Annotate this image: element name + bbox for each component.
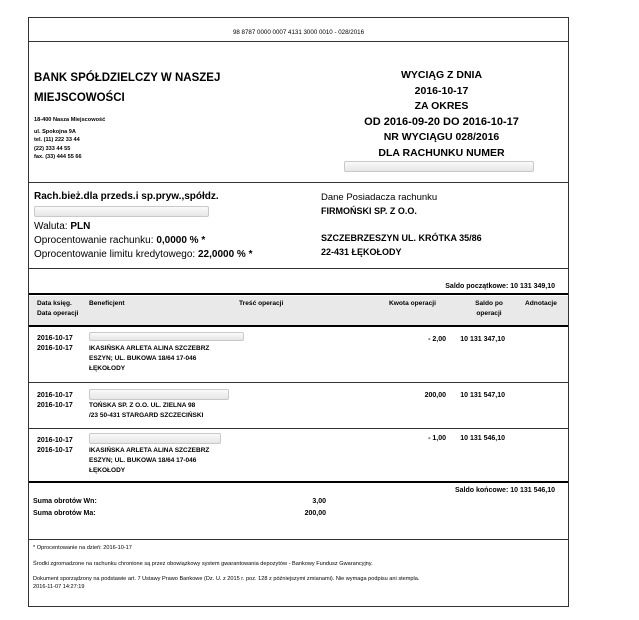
statement-period: OD 2016-09-20 DO 2016-10-17 <box>364 115 519 128</box>
bank-phone-1: tel. (11) 222 33 44 <box>34 137 80 144</box>
row-1-balance: 10 131 347,10 <box>460 336 505 343</box>
limit-value: 22,0000 % * <box>197 249 253 260</box>
bank-statement <box>28 17 569 607</box>
footer-interest-date: * Oprocentowanie na dzień: 2016-10-17 <box>33 545 132 551</box>
account-info-divider <box>29 268 568 269</box>
bank-fax: fax. (33) 444 55 66 <box>34 154 82 161</box>
totals-ma-value: 200,00 <box>304 510 326 517</box>
currency-label: Waluta: <box>34 221 68 232</box>
header-top-divider <box>29 41 568 42</box>
table-bottom-border <box>29 481 568 483</box>
interest-label: Oprocentowanie rachunku: <box>34 235 154 246</box>
row-2-account-redacted <box>89 389 229 400</box>
row-1-date-operation: 2016-10-17 <box>37 345 73 352</box>
col-date <box>37 299 78 318</box>
currency-value: PLN <box>70 221 91 232</box>
bank-phone-2: (22) 333 44 55 <box>34 145 71 152</box>
row-3-beneficiary <box>89 446 209 476</box>
owner-street: SZCZEBRZESZYN UL. KRÓTKA 35/86 <box>321 233 482 243</box>
account-number-line: 98 8787 0000 0007 4131 3000 0010 - 028/2016 <box>232 29 365 36</box>
footer-divider <box>29 539 568 540</box>
row-2-dates <box>37 391 73 411</box>
row-1-beneficiary-line-1: IKASIŃSKA ARLETA ALINA SZCZEBRZ <box>89 345 210 352</box>
row-3-beneficiary-line-2: ESZYN; UL. BUKOWA 18/64 17-046 <box>89 457 197 464</box>
bank-address-city: 18-400 Nasza Miejscowość <box>34 117 106 123</box>
row-3-date-operation: 2016-10-17 <box>37 447 73 454</box>
table-header <box>29 296 568 325</box>
interest-value: 0,0000 % * <box>156 235 206 246</box>
statement-period-label: ZA OKRES <box>414 100 469 112</box>
col-notes: Adnotacje <box>525 300 557 307</box>
owner-city: 22-431 ŁĘKOŁODY <box>321 247 402 257</box>
currency-line <box>34 221 90 232</box>
statement-account-label: DLA RACHUNKU NUMER <box>378 146 505 159</box>
table-header-top-border <box>29 293 568 295</box>
row-1-beneficiary-line-2: ESZYN; UL. BUKOWA 18/64 17-046 <box>89 355 197 362</box>
row-3-amount: - 1,00 <box>428 435 446 442</box>
row-1-date-booked: 2016-10-17 <box>37 335 73 342</box>
account-product-redacted <box>34 206 209 217</box>
statement-title-block <box>329 68 554 161</box>
row-2-beneficiary-line-2: /23 50-431 STARGARD SZCZECIŃSKI <box>89 412 204 419</box>
row-2-amount: 200,00 <box>424 392 446 399</box>
footer-notes <box>33 545 564 591</box>
interest-line <box>34 235 205 246</box>
footer-legal-basis: Dokument sporządzony na podstawie art. 7 Ustawy Prawo Bankowe (Dz. U. z 2015 r. poz. 128 z późniejszymi zmianami). Nie wymaga podpisu ani stempla. <box>33 576 420 583</box>
opening-balance: Saldo początkowe: 10 131 349,10 <box>445 283 555 290</box>
bank-address <box>34 116 105 162</box>
col-balance <box>469 299 509 318</box>
row-1-dates <box>37 334 73 354</box>
totals-wn-value: 3,00 <box>312 498 326 505</box>
table-header-bottom-border <box>29 325 568 327</box>
statement-number: NR WYCIĄGU 028/2016 <box>383 131 500 143</box>
row-1-amount: - 2,00 <box>428 336 446 343</box>
col-beneficiary: Beneficjent <box>89 300 125 307</box>
row-3-beneficiary-line-1: IKASIŃSKA ARLETA ALINA SZCZEBRZ <box>89 447 210 454</box>
row-1-beneficiary-line-3: ŁĘKOŁODY <box>89 365 126 372</box>
row-3-dates <box>37 436 73 456</box>
header-bottom-divider <box>29 182 568 183</box>
col-balance-line-1: Saldo po <box>475 300 503 307</box>
row-3-account-redacted <box>89 433 221 444</box>
col-date-operation: Data operacji <box>37 309 79 317</box>
owner-label: Dane Posiadacza rachunku <box>321 192 438 203</box>
row-2-divider <box>29 428 568 429</box>
statement-date: 2016-10-17 <box>414 84 469 97</box>
closing-balance: Saldo końcowe: 10 131 546,10 <box>455 487 555 494</box>
row-2-date-operation: 2016-10-17 <box>37 402 73 409</box>
footer-timestamp: 2016-11-07 14:27:19 <box>33 583 85 590</box>
bank-address-street: ul. Spokojna 9A <box>34 128 76 135</box>
row-1-beneficiary <box>89 344 209 374</box>
row-1-divider <box>29 382 568 383</box>
statement-title: WYCIĄG Z DNIA <box>400 69 483 81</box>
totals-ma-label: Suma obrotów Ma: <box>33 510 96 517</box>
row-2-beneficiary <box>89 401 203 421</box>
footer-guarantee: Środki zgromadzone na rachunku chronione są przez obowiązkowy system gwarantowania depozytów - Bankowy Fundusz Gwarancyjny. <box>33 560 373 567</box>
row-1-account-redacted <box>89 332 244 341</box>
row-3-balance: 10 131 546,10 <box>460 435 505 442</box>
bank-name-line-2: MIEJSCOWOŚCI <box>34 92 125 104</box>
row-2-beneficiary-line-1: TOŃSKA SP. Z O.O. UL. ZIELNA 98 <box>89 402 196 409</box>
col-amount: Kwota operacji <box>389 300 436 307</box>
bank-name <box>34 68 220 108</box>
col-description: Treść operacji <box>239 300 284 307</box>
owner-name: FIRMOŃSKI SP. Z O.O. <box>321 206 417 216</box>
limit-line <box>34 249 252 260</box>
limit-label: Oprocentowanie limitu kredytowego: <box>34 249 196 260</box>
col-balance-line-2: operacji <box>476 309 502 317</box>
account-number-redacted <box>344 161 534 172</box>
row-3-beneficiary-line-3: ŁĘKOŁODY <box>89 467 126 474</box>
bank-name-line-1: BANK SPÓŁDZIELCZY W NASZEJ <box>34 72 221 84</box>
totals-wn-label: Suma obrotów Wn: <box>33 498 97 505</box>
col-date-booked: Data księg. <box>37 300 72 307</box>
row-2-date-booked: 2016-10-17 <box>37 392 73 399</box>
row-2-balance: 10 131 547,10 <box>460 392 505 399</box>
row-3-date-booked: 2016-10-17 <box>37 437 73 444</box>
account-product: Rach.bież.dla przeds.i sp.pryw.,spółdz. <box>34 191 219 202</box>
